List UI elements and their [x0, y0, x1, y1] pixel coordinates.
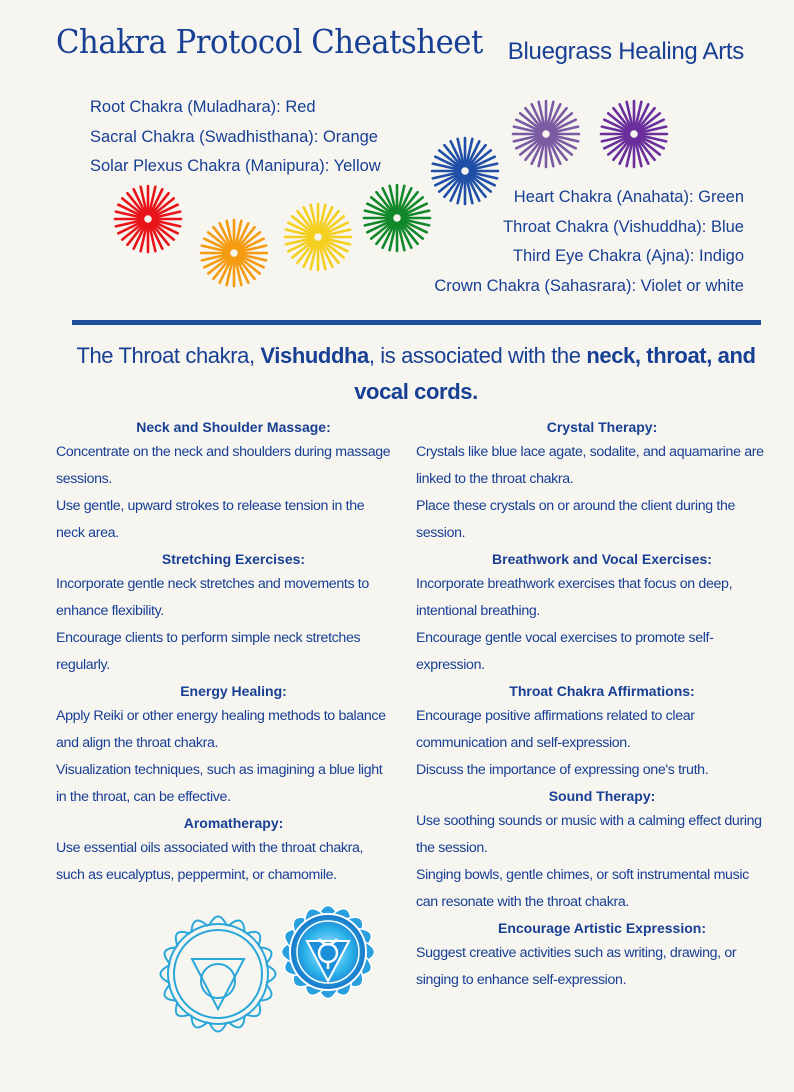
- section-title: Breathwork and Vocal Exercises:: [492, 551, 712, 567]
- section-line: Suggest creative activities such as writing, drawing, or: [416, 945, 737, 961]
- section-line: session.: [416, 525, 466, 541]
- headline-part-3: , is associated with the: [368, 343, 587, 368]
- section-title: Encourage Artistic Expression:: [498, 920, 706, 936]
- legend-item-solar-plexus: Solar Plexus Chakra (Manipura): Yellow: [90, 157, 381, 175]
- solar-plexus-chakra-burst-icon: [283, 202, 353, 272]
- throat-chakra-mandala-icon: [271, 895, 385, 1009]
- section-line: in the throat, can be effective.: [56, 789, 231, 805]
- third-eye-chakra-burst-icon: [511, 99, 581, 169]
- headline-body-areas: neck, throat, and vocal cords.: [354, 343, 756, 404]
- section-line: expression.: [416, 657, 485, 673]
- headline-vishuddha: Vishuddha: [260, 343, 369, 368]
- section-line: Incorporate breathwork exercises that focus on deep,: [416, 576, 733, 592]
- section-line: such as eucalyptus, peppermint, or chamomile.: [56, 867, 337, 883]
- section-line: Use soothing sounds or music with a calming effect during: [416, 813, 762, 829]
- throat-chakra-outline-symbol-icon: [149, 905, 287, 1043]
- section-line: neck area.: [56, 525, 119, 541]
- section-line: Concentrate on the neck and shoulders during massage: [56, 444, 391, 460]
- section-title: Crystal Therapy:: [546, 419, 658, 435]
- section-line: enhance flexibility.: [56, 603, 164, 619]
- section-title: Stretching Exercises:: [161, 551, 306, 567]
- section-line: intentional breathing.: [416, 603, 541, 619]
- section-line: Encourage clients to perform simple neck stretches: [56, 630, 361, 646]
- section-line: Incorporate gentle neck stretches and movements to: [56, 576, 369, 592]
- section-line: Encourage gentle vocal exercises to promote self-: [416, 630, 714, 646]
- section-line: sessions.: [56, 471, 112, 487]
- section-title: Neck and Shoulder Massage:: [136, 419, 331, 435]
- legend-item-throat: Throat Chakra (Vishuddha): Blue: [503, 217, 744, 236]
- section-divider: [72, 320, 761, 325]
- section-title: Throat Chakra Affirmations:: [509, 683, 695, 699]
- section-line: can resonate with the throat chakra.: [416, 894, 629, 910]
- section-line: Crystals like blue lace agate, sodalite, and aquamarine are: [416, 444, 764, 460]
- section-line: singing to enhance self-expression.: [416, 972, 627, 988]
- section-title: Sound Therapy:: [548, 788, 656, 804]
- section-line: communication and self-expression.: [416, 735, 631, 751]
- throat-chakra-burst-icon: [430, 136, 500, 206]
- section-line: Encourage positive affirmations related to clear: [416, 708, 695, 724]
- section-line: regularly.: [56, 657, 110, 673]
- section-line: Visualization techniques, such as imagining a blue light: [56, 762, 383, 778]
- heart-chakra-burst-icon: [362, 183, 432, 253]
- section-line: Apply Reiki or other energy healing methods to balance: [56, 708, 386, 724]
- section-line: and align the throat chakra.: [56, 735, 219, 751]
- legend-item-third-eye: Third Eye Chakra (Ajna): Indigo: [512, 247, 744, 265]
- section-line: the session.: [416, 840, 488, 856]
- sacral-chakra-burst-icon: [199, 218, 269, 288]
- section-line: linked to the throat chakra.: [416, 471, 574, 487]
- section-line: Discuss the importance of expressing one's truth.: [416, 762, 709, 778]
- legend-item-root: Root Chakra (Muladhara): Red: [90, 98, 316, 116]
- legend-item-sacral: Sacral Chakra (Swadhisthana): Orange: [90, 127, 378, 146]
- root-chakra-burst-icon: [113, 184, 183, 254]
- legend-left: [90, 93, 381, 182]
- section-line: Use gentle, upward strokes to release tension in the: [56, 498, 365, 514]
- legend-item-heart: Heart Chakra (Anahata): Green: [513, 188, 744, 206]
- section-title: Energy Healing:: [180, 683, 287, 699]
- brand-name: Bluegrass Healing Arts: [507, 38, 744, 65]
- section-line: Singing bowls, gentle chimes, or soft instrumental music: [416, 867, 749, 883]
- section-line: Place these crystals on or around the client during the: [416, 498, 736, 514]
- crown-chakra-burst-icon: [599, 99, 669, 169]
- throat-chakra-headline: [55, 338, 777, 410]
- legend-item-crown: Crown Chakra (Sahasrara): Violet or white: [434, 276, 744, 295]
- headline-part-1: The Throat chakra,: [76, 343, 261, 368]
- section-title: Aromatherapy:: [183, 815, 284, 831]
- left-column: [56, 415, 411, 889]
- section-line: Use essential oils associated with the throat chakra,: [56, 840, 364, 856]
- page-title: Chakra Protocol Cheatsheet: [56, 22, 483, 61]
- right-column: [416, 415, 788, 994]
